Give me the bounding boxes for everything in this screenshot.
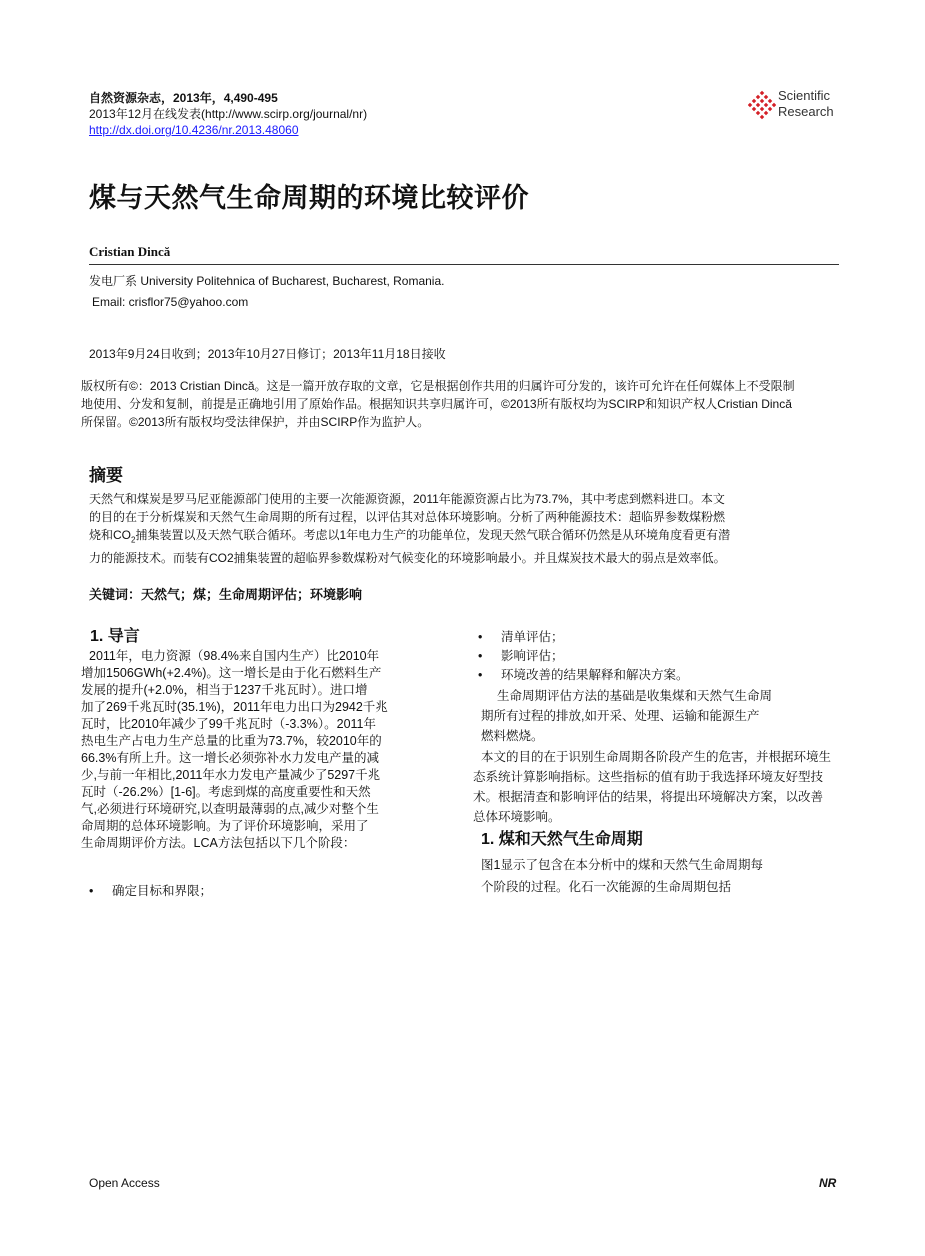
affiliation: 发电厂系 University Politehnica of Bucharest, Bucharest, Romania. [89,274,445,288]
list-item-text: 环境改善的结果解释和解决方案。 [501,668,689,682]
logo-dot [756,103,761,108]
logo-line2: Research [778,104,834,119]
body-line: 个阶段的过程。化石一次能源的生命周期包括 [481,880,732,894]
body-line: 命周期的总体环境影响。为了评价环境影响，采用了 [81,819,369,833]
section2-heading: 1. 煤和天然气生命周期 [481,831,643,848]
body-line: 燃料燃烧。 [481,729,544,743]
bullet-dot: • [478,630,483,644]
footer-journal-abbr: NR [819,1176,837,1190]
body-line: 瓦时（-26.2%）[1-6]。考虑到煤的高度重要性和天然 [81,785,371,799]
logo-dot [764,95,769,100]
logo-line1: Scientific [778,88,831,103]
keywords: 关键词：天然气；煤；生命周期评估；环境影响 [89,587,363,602]
logo-dot [760,91,765,96]
list-item-text: 影响评估； [501,649,564,663]
body-line: 66.3%有所上升。这一增长必须弥补水力发电产量的减 [81,751,379,765]
paper-title: 煤与天然气生命周期的环境比较评价 [89,183,529,214]
aim-paragraph [473,747,845,827]
logo-dot [756,95,761,100]
list-item [473,628,845,647]
scientific-research-logo [748,88,858,124]
body-line: 术。根据清查和影响评估的结果，将提出环境解决方案，以改善 [473,790,824,804]
list-item [84,882,451,901]
copyright-line: 地使用、分发和复制，前提是正确地引用了原始作品。根据知识共享归属许可，©2013所有版权均为SCIRP和知识产权人Cristian Dincă [81,397,792,411]
abstract-line-post: 捕集装置以及天然气联合循环。考虑以1年电力生产的功能单位，发现天然气联合循环仍然是从环境角度看更有潜 [135,528,731,542]
copyright-line: 所保留。©2013所有版权均受法律保护，并由SCIRP作为监护人。 [81,415,430,429]
body-line: 总体环境影响。 [473,810,561,824]
body-line: 发展的提升(+2.0%，相当于1237千兆瓦时）。进口增 [81,683,368,697]
list-item [473,666,845,685]
logo-dot [768,107,773,112]
section1-body [81,648,451,852]
abstract-line-pre: 烧和CO [89,528,132,542]
bullet-dot: • [89,884,94,898]
abstract-line: 天然气和煤炭是罗马尼亚能源部门使用的主要一次能源资源，2011年能源资源占比为73.7%，其中考虑到燃料进口。本文 [89,492,725,506]
abstract-line-co2 [89,526,841,549]
abstract-heading: 摘要 [89,466,123,485]
email: Email: crisflor75@yahoo.com [92,295,249,309]
body-line: 生命周期评价方法。LCA方法包括以下几个阶段： [81,836,356,850]
logo-dot [748,103,752,108]
abstract-line: 的目的在于分析煤炭和天然气生命周期的所有过程，以评估其对总体环境影响。分析了两种能源技术：超临界参数煤粉燃 [89,510,726,524]
logo-dot [764,111,769,116]
logo-dot [760,99,765,104]
body-line: 加了269千兆瓦时(35.1%)，2011年电力出口为2942千兆 [81,700,388,714]
body-line: 图1显示了包含在本分析中的煤和天然气生命周期每 [481,858,763,872]
logo-dot [752,107,757,112]
body-line: 少,与前一年相比,2011年水力发电产量减少了5297千兆 [81,768,381,782]
logo-dot [760,107,765,112]
footer-open-access: Open Access [89,1176,160,1190]
body-line: 瓦时，比2010年减少了99千兆瓦时（-3.3%）。2011年 [81,717,376,731]
lca-paragraph [473,686,845,746]
section1-heading: 1. 导言 [90,628,140,645]
body-line: 热电生产占电力生产总量的比重为73.7%，较2010年的 [81,734,382,748]
copyright-notice [81,377,841,431]
abstract-body [89,490,841,567]
body-line: 期所有过程的排放,如开采、处理、运输和能源生产 [481,709,760,723]
list-item-text: 清单评估； [501,630,564,644]
left-column [81,626,451,901]
logo-dot [756,111,761,116]
list-item-text: 确定目标和界限； [112,884,213,898]
body-line: 增加1506GWh(+2.4%)。这一增长是由于化石燃料生产 [81,666,382,680]
title-rule [89,264,839,265]
lifecycle-paragraph [473,854,845,898]
co2-subscript: 2 [131,535,136,545]
body-line: 气,必须进行环境研究,以查明最薄弱的点,减少对整个生 [81,802,379,816]
list-item [473,647,845,666]
doi-link[interactable]: http://dx.doi.org/10.4236/nr.2013.48060 [89,123,299,137]
logo-dot [752,99,757,104]
online-publication-line: 2013年12月在线发表(http://www.scirp.org/journal/nr) [89,107,368,121]
logo-dot [760,115,765,120]
bullet-dot: • [478,649,483,663]
right-column [473,626,845,898]
bullet-dot: • [478,668,483,682]
body-line: 2011年，电力资源（98.4%来自国内生产）比2010年 [89,649,380,663]
logo-dot [768,99,773,104]
body-line: 生命周期评估方法的基础是收集煤和天然气生命周 [497,689,773,703]
abstract-line: 力的能源技术。而装有CO2捕集装置的超临界参数煤粉对气候变化的环境影响最小。并且煤炭技术最大的弱点是效率低。 [89,551,726,566]
copyright-line: 版权所有©：2013 Cristian Dincă。这是一篇开放存取的文章，它是根据创作共用的归属许可分发的，该许可允许在任何媒体上不受限制 [81,379,795,393]
author-name: Cristian Dincă [89,244,171,259]
logo-dot [764,103,769,108]
logo-dot [772,103,776,108]
journal-citation: 自然资源杂志，2013年，4,490-495 [89,91,278,105]
body-line: 本文的目的在于识别生命周期各阶段产生的危害，并根据环境生 [481,750,832,764]
received-dates: 2013年9月24日收到；2013年10月27日修订；2013年11月18日接收 [89,347,446,361]
scirp-diamond-icon [748,90,776,120]
body-line: 态系统计算影响指标。这些指标的值有助于我选择环境友好型技 [473,770,824,784]
